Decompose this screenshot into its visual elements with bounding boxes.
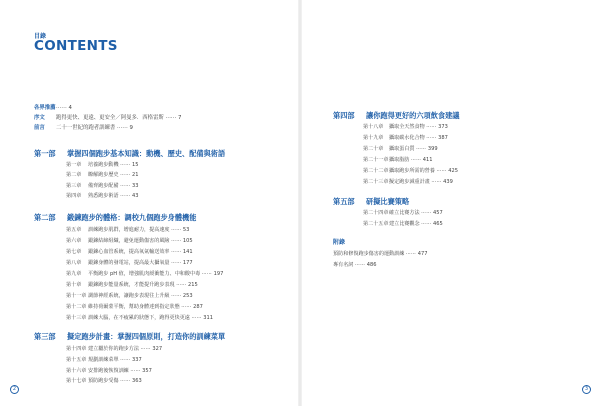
contents-label-chinese: 目錄 xyxy=(34,33,47,40)
part-label: 第一部 xyxy=(34,149,56,158)
chapter-entry: 第四章 熟悉跑步術語 ⋯⋯ 43 xyxy=(66,193,139,199)
part-title: 擬定跑步計畫：掌握四個原則，打造你的訓練菜單 xyxy=(67,332,226,341)
part-title: 掌握四個跑步基本知識：動機、歷史、配備與術語 xyxy=(67,149,226,158)
chapter-entry: 第二十五章建立比賽觀念 ⋯⋯ 465 xyxy=(363,221,443,227)
part-heading-1 xyxy=(34,149,225,158)
chapter-entry: 第十五章 規劃訓練菜單 ⋯⋯ 337 xyxy=(66,357,142,363)
chapter-entry: 第三章 備齊跑步配備 ⋯⋯ 33 xyxy=(66,183,139,189)
part-heading-2 xyxy=(34,213,196,222)
front-item-text: 跑得更快、更遠、更安全／阿曼多．西格雷斯 ⋯⋯ 7 xyxy=(56,115,182,121)
chapter-entry: 第十四章 建立屬於你的跑步方法 ⋯⋯ 327 xyxy=(66,346,163,352)
part-heading-4 xyxy=(333,111,459,120)
part-heading-3 xyxy=(34,332,225,341)
front-item-tag: 各界推薦 xyxy=(34,105,56,111)
chapter-entry: 第十章 鍛鍊跑步能量系統，才能提升跑步表現 ⋯⋯ 215 xyxy=(66,282,198,288)
part-title: 研擬比賽策略 xyxy=(366,197,410,206)
chapter-entry: 第十八章 攝取全天然食物 ⋯⋯ 373 xyxy=(363,124,448,130)
part-label: 第三部 xyxy=(34,332,56,341)
chapter-entry: 第八章 鍛鍊身體的發電站，提高最大攝氧量 ⋯⋯ 177 xyxy=(66,260,193,266)
part-heading-5 xyxy=(333,197,409,206)
chapter-entry: 第一章 培養跑步動機 ⋯⋯ 15 xyxy=(66,162,139,168)
front-item-tag: 序文 xyxy=(34,115,45,121)
front-item-text: 二十一世紀的跑者訓練書 ⋯⋯ 9 xyxy=(56,125,133,131)
chapter-entry: 第九章 平衡跑步 pH 值，增強肌肉緩衝能力、中和酸中毒 ⋯⋯ 197 xyxy=(66,271,224,277)
contents-title: CONTENTS xyxy=(34,38,118,54)
part-label: 第二部 xyxy=(34,213,56,222)
chapter-entry: 第十三章 訓練大腦，在不疲累的狀態下，跑得更快更遠 ⋯⋯ 311 xyxy=(66,315,214,321)
part-title: 讓你跑得更好的六項飲食建議 xyxy=(366,111,460,120)
chapter-entry: 第二十二章攝取跑步所需的營養 ⋯⋯ 425 xyxy=(363,168,458,174)
front-item-foreword xyxy=(34,114,181,123)
front-item-text: ⋯⋯ 4 xyxy=(56,105,72,111)
right-page xyxy=(300,0,600,406)
chapter-entry: 第十九章 攝取碳水化合物 ⋯⋯ 387 xyxy=(363,135,448,141)
front-item-preface xyxy=(34,124,133,133)
page-number-right: 3 xyxy=(582,385,591,394)
front-item-endorsements xyxy=(34,104,72,113)
chapter-entry: 第二十章 攝取蛋白質 ⋯⋯ 399 xyxy=(363,146,438,152)
chapter-entry: 第十二章 維持荷爾蒙平衡，幫助身體達到指定狀態 ⋯⋯ 287 xyxy=(66,304,203,310)
appendix-heading: 附錄 xyxy=(333,239,346,246)
page-number-left: 2 xyxy=(10,385,19,394)
chapter-entry: 第十六章 安排跑後恢復訓練 ⋯⋯ 357 xyxy=(66,368,152,374)
part-label: 第四部 xyxy=(333,111,355,120)
part-title: 鍛鍊跑步的體格：調校九個跑步身體機能 xyxy=(67,213,197,222)
appendix-item: 預防和修復跑步傷害的運動訓練 ⋯⋯ 477 xyxy=(333,251,428,257)
front-item-tag: 前言 xyxy=(34,125,45,131)
chapter-entry: 第六章 鍛鍊結締組織，避免運動傷害的風險 ⋯⋯ 105 xyxy=(66,238,193,244)
chapter-entry: 第二章 瞭解跑步歷史 ⋯⋯ 21 xyxy=(66,172,139,178)
chapter-entry: 第五章 訓練跑步肌群，增進耐力，提高速度 ⋯⋯ 53 xyxy=(66,227,190,233)
appendix-item: 專有名詞 ⋯⋯ 486 xyxy=(333,262,377,268)
chapter-entry: 第七章 鍛鍊心血管系統，提高氧氣輸送效率 ⋯⋯ 141 xyxy=(66,249,193,255)
chapter-entry: 第十一章 調節神經系統，讓跑步表現往上升級 ⋯⋯ 253 xyxy=(66,293,193,299)
chapter-entry: 第二十三章擬定跑步減重計畫 ⋯⋯ 439 xyxy=(363,179,453,185)
chapter-entry: 第二十四章確立比賽方法 ⋯⋯ 457 xyxy=(363,210,443,216)
part-label: 第五部 xyxy=(333,197,355,206)
chapter-entry: 第十七章 預防跑步受傷 ⋯⋯ 363 xyxy=(66,378,142,384)
chapter-entry: 第二十一章攝取脂肪 ⋯⋯ 411 xyxy=(363,157,433,163)
